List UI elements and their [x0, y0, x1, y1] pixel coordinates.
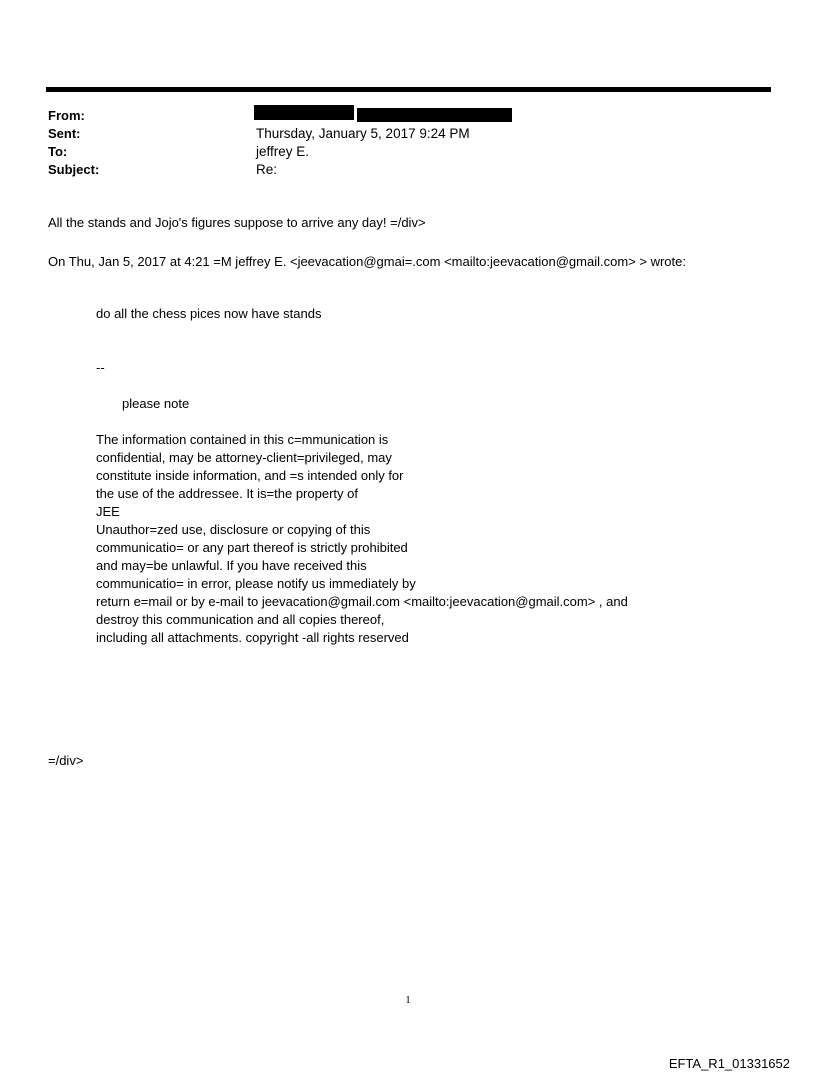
subject-value: Re: — [256, 162, 278, 177]
to-label: To: — [48, 144, 68, 159]
document-id: EFTA_R1_01331652 — [668, 1056, 790, 1071]
sent-value: Thursday, January 5, 2017 9:24 PM — [256, 126, 470, 141]
disclaimer-line: communicatio= in error, please notify us immediately by — [96, 576, 416, 591]
reply-text: All the stands and Jojo's figures suppose to arrive any day! =/div> — [48, 215, 426, 230]
please-note: please note — [122, 396, 190, 411]
header-rule — [46, 87, 771, 92]
disclaimer-line: including all attachments. copyright -all rights reserved — [96, 630, 409, 645]
closing-tag: =/div> — [48, 753, 84, 768]
disclaimer-line: JEE — [96, 504, 120, 519]
disclaimer-line: Unauthor=zed use, disclosure or copying of this — [96, 522, 371, 537]
from-redaction — [254, 105, 354, 120]
disclaimer-block — [96, 431, 628, 647]
sent-label: Sent: — [48, 126, 81, 141]
subject-label: Subject: — [48, 162, 100, 177]
signature-separator: -- — [96, 360, 105, 375]
disclaimer-line: constitute inside information, and =s intended only for — [96, 468, 404, 483]
from-email-redaction — [357, 108, 512, 122]
from-label: From: — [48, 108, 85, 123]
disclaimer-line: confidential, may be attorney-client=privileged, may — [96, 450, 392, 465]
quoted-question: do all the chess pices now have stands — [96, 306, 322, 321]
quote-intro: On Thu, Jan 5, 2017 at 4:21 =M jeffrey E. <jeevacation@gmai=.com <mailto:jeevacation@gmail.com> > wrote: — [48, 254, 686, 269]
page-number: 1 — [405, 994, 411, 1006]
disclaimer-line: The information contained in this c=mmunication is — [96, 432, 389, 447]
to-value: jeffrey E. — [256, 144, 310, 159]
disclaimer-line: return e=mail or by e-mail to jeevacation@gmail.com <mailto:jeevacation@gmail.com> , and — [96, 594, 628, 609]
disclaimer-line: destroy this communication and all copies thereof, — [96, 612, 385, 627]
disclaimer-line: the use of the addressee. It is=the property of — [96, 486, 358, 501]
disclaimer-line: and may=be unlawful. If you have received this — [96, 558, 367, 573]
disclaimer-line: communicatio= or any part thereof is strictly prohibited — [96, 540, 408, 555]
